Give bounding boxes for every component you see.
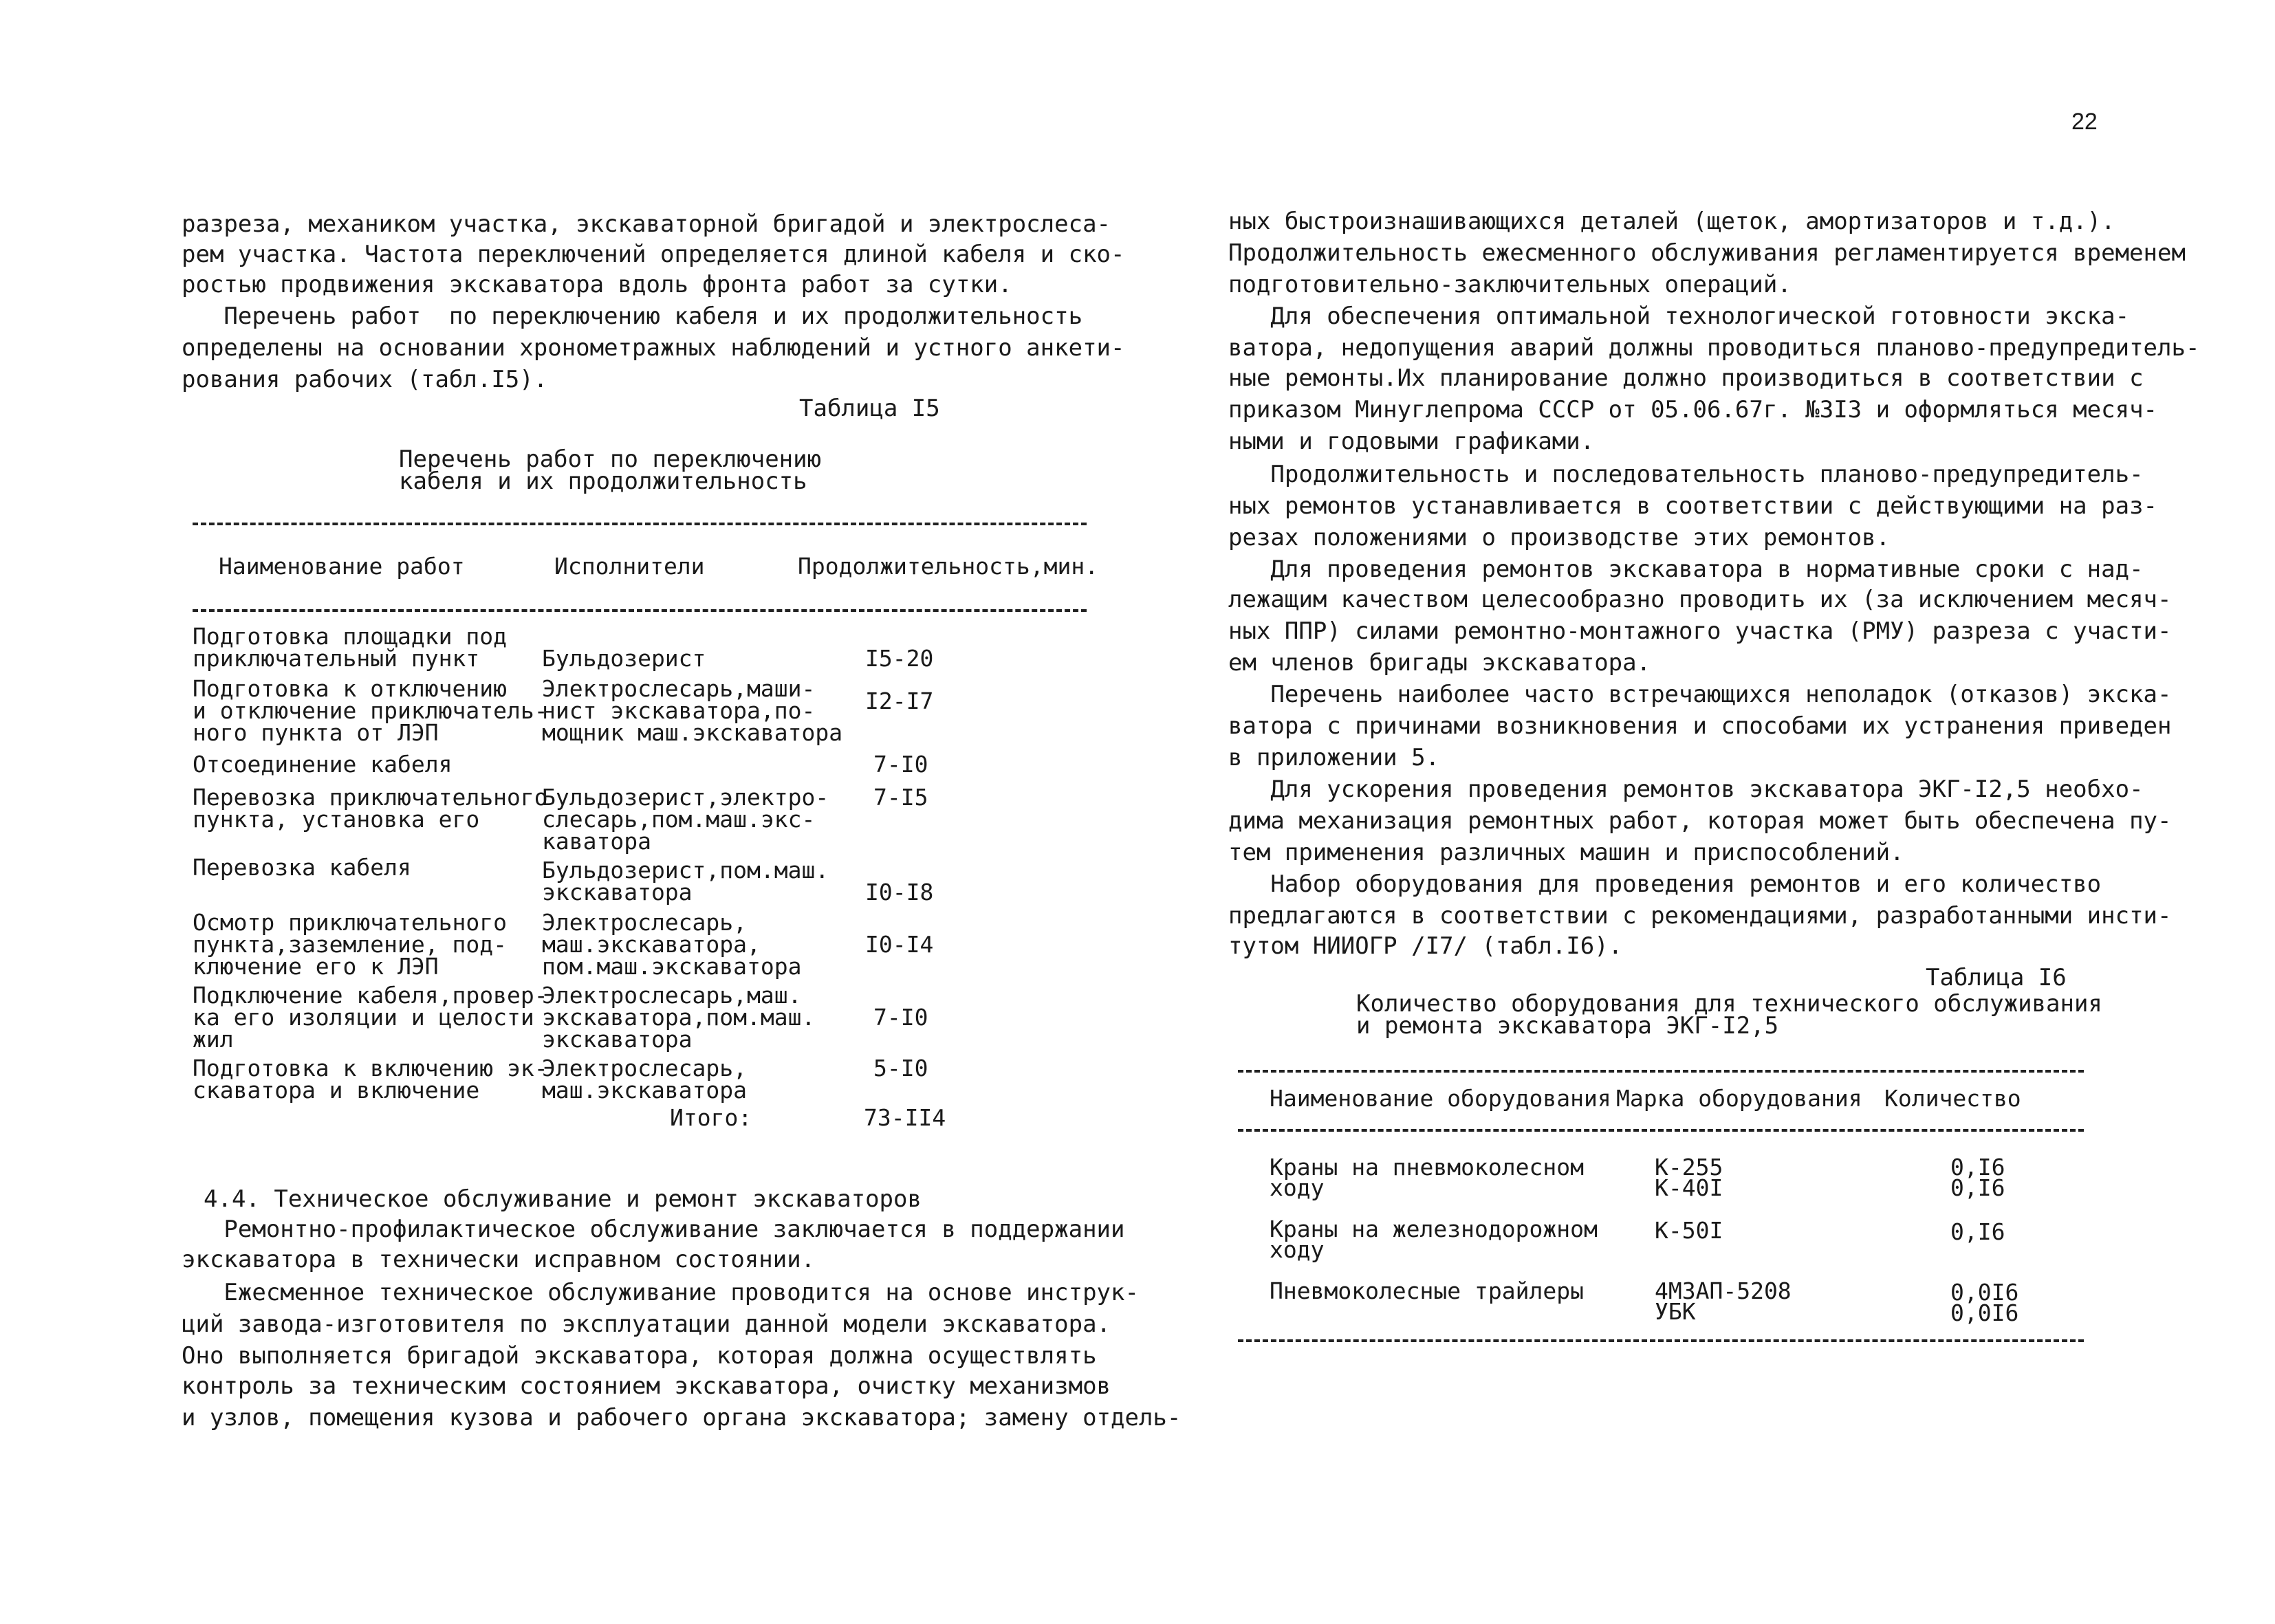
table15-cell-name: Подготовка к включению эк- (193, 1055, 548, 1082)
table15-cell-performers: Электрослесарь, (542, 909, 748, 936)
table15-cell-performers: пом.маш.экскаватора (542, 953, 802, 980)
left-paragraph-2-line: определены на основании хронометражных наблюдений и устного анкети- (182, 334, 1125, 362)
table15-cell-performers: Бульдозерист,пом.маш. (542, 857, 829, 884)
right-paragraph-3-line: Продолжительность и последовательность планово-предупредитель- (1228, 461, 2144, 488)
table16-cell-quantity: 0,I6 (1950, 1174, 2005, 1201)
table15-cell-name: Перевозка приключательного (193, 784, 548, 811)
table15-cell-performers: мощник маш.экскаватора (542, 719, 843, 746)
left-paragraph-4-line: и узлов, помещения кузова и рабочего органа экскаватора; замену отдель- (182, 1404, 1182, 1431)
left-paragraph-2-line: рования рабочих (табл.I5). (182, 366, 548, 393)
table15-cell-name: ключение его к ЛЭП (193, 953, 439, 980)
left-paragraph-3-line: Ремонтно-профилактическое обслуживание заключается в поддержании (182, 1216, 1125, 1243)
left-paragraph-4-line: контроль за техническим состоянием экскаватора, очистку механизмов (182, 1372, 1111, 1400)
left-paragraph-2-line: Перечень работ по переключению кабеля и их продолжительность (182, 303, 1083, 330)
table15-cell-performers: экскаватора (542, 1026, 693, 1053)
right-paragraph-5-line: ватора с причинами возникновения и способами их устранения приведен (1228, 712, 2172, 740)
table15-cell-performers: Электрослесарь,маши- (542, 675, 816, 702)
table15-cell-performers: каватора (542, 828, 651, 855)
right-paragraph-2-line: ные ремонты.Их планирование должно производиться в соответствии с (1228, 364, 2144, 392)
table16-title: и ремонта экскаватора ЭКГ-I2,5 (1356, 1012, 1779, 1040)
table15-cell-name: Отсоединение кабеля (193, 751, 453, 778)
left-paragraph-1-line: разреза, механиком участка, экскаваторной бригадой и электрослеса- (182, 210, 1111, 238)
right-paragraph-7-line: тутом НИИОГР /I7/ (табл.I6). (1228, 932, 1623, 960)
table15-cell-name: Осмотр приключательного (193, 909, 507, 936)
table15-label: Таблица I5 (799, 395, 940, 422)
table16-cell-brand: 4МЗАП-5208 (1655, 1277, 1792, 1304)
table16-cell-quantity: 0,I6 (1950, 1154, 2005, 1181)
right-paragraph-4-line: лежащим качеством целесообразно проводить их (за исключением месяч- (1228, 586, 2172, 613)
left-paragraph-1-line: рем участка. Частота переключений определяется длиной кабеля и ско- (182, 241, 1125, 268)
table16-cell-quantity: 0,0I6 (1950, 1299, 2019, 1326)
left-paragraph-4-line: Ежесменное техническое обслуживание проводится на основе инструк- (182, 1279, 1139, 1306)
left-paragraph-3-line: экскаватора в технически исправном состоянии. (182, 1246, 816, 1273)
table15-top-rule (193, 523, 1087, 525)
right-paragraph-1-line: ных быстроизнашивающихся деталей (щеток, амортизаторов и т.д.). (1228, 208, 2115, 235)
table15-cell-name: приключательный пункт (193, 645, 480, 672)
table15-title: кабеля и их продолжительность (399, 468, 807, 495)
table16-cell-quantity: 0,I6 (1950, 1218, 2005, 1245)
table15-cell-performers: Электрослесарь, (542, 1055, 748, 1082)
table15-title: Перечень работ по переключению (399, 446, 822, 473)
table15-total-label: Итого: (670, 1104, 752, 1131)
table15-cell-duration: 7-I0 (873, 751, 928, 778)
table15-header-rule (193, 609, 1087, 612)
table16-cell-quantity: 0,0I6 (1950, 1279, 2019, 1306)
right-paragraph-4-line: Для проведения ремонтов экскаватора в нормативные сроки с над- (1228, 556, 2144, 583)
table16-header-rule (1238, 1129, 2084, 1132)
right-paragraph-5-line: в приложении 5. (1228, 744, 1440, 771)
table15-cell-name: ного пункта от ЛЭП (193, 719, 439, 746)
right-paragraph-1-line: Продолжительность ежесменного обслуживания регламентируется временем (1228, 239, 2186, 267)
right-paragraph-3-line: ных ремонтов устанавливается в соответствии с действующими на раз- (1228, 492, 2158, 520)
table15-cell-name: Подключение кабеля,провер- (193, 982, 548, 1009)
table15-cell-name: Подготовка площадки под (193, 623, 507, 650)
right-paragraph-2-line: ватора, недопущения аварий должны проводиться планово-предупредитель- (1228, 334, 2200, 362)
right-paragraph-6-line: тем применения различных машин и приспособлений. (1228, 839, 1904, 866)
table15-cell-duration: I0-I8 (865, 879, 934, 906)
table16-cell-name: Краны на пневмоколесном (1270, 1154, 1584, 1181)
right-paragraph-4-line: ем членов бригады экскаватора. (1228, 649, 1651, 677)
table16-cell-name: Краны на железнодорожном (1270, 1216, 1598, 1242)
table15-cell-name: пункта,заземление, под- (193, 931, 507, 958)
table15-cell-performers: Электрослесарь,маш. (542, 982, 802, 1009)
table16-cell-name: Пневмоколесные трайлеры (1270, 1277, 1584, 1304)
table15-cell-performers: маш.экскаватора (542, 1077, 748, 1104)
table16-title: Количество оборудования для технического обслуживания (1356, 990, 2102, 1018)
table15-cell-name: жил (193, 1026, 234, 1053)
right-paragraph-4-line: ных ППР) силами ремонтно-монтажного участка (РМУ) разреза с участи- (1228, 617, 2172, 645)
table15-cell-name: и отключение приключатель- (193, 697, 548, 724)
right-paragraph-7-line: предлагаются в соответствии с рекомендациями, разработанными инсти- (1228, 902, 2172, 930)
table16-cell-brand: К-50I (1655, 1217, 1723, 1244)
table16-label: Таблица I6 (1926, 964, 2067, 991)
left-paragraph-1-line: ростью продвижения экскаватора вдоль фронта работ за сутки. (182, 271, 1012, 298)
right-paragraph-5-line: Перечень наиболее часто встречающихся неполадок (отказов) экска- (1228, 681, 2172, 708)
table15-cell-duration: I2-I7 (865, 688, 934, 714)
table15-header-performers: Исполнители (554, 553, 705, 580)
right-paragraph-2-line: Для обеспечения оптимальной технологической готовности экска- (1228, 303, 2130, 330)
table16-header-brand: Марка оборудования (1616, 1085, 1862, 1112)
table16-bottom-rule (1238, 1339, 2084, 1342)
table15-cell-performers: Бульдозерист,электро- (542, 784, 829, 811)
table15-total-value: 73-II4 (864, 1104, 946, 1131)
page-number: 22 (2071, 109, 2098, 135)
table16-cell-brand: К-40I (1655, 1174, 1723, 1201)
table15-header-name: Наименование работ (219, 553, 465, 580)
table15-cell-name: пункта, установка его (193, 806, 480, 833)
table16-cell-name: ходу (1270, 1174, 1325, 1201)
table15-cell-performers: Бульдозерист (542, 645, 706, 672)
table15-header-duration: Продолжительность,мин. (798, 553, 1099, 580)
right-paragraph-2-line: ными и годовыми графиками. (1228, 428, 1595, 455)
table15-cell-performers: нист экскаватора,по- (542, 697, 816, 724)
table16-top-rule (1238, 1070, 2084, 1073)
right-paragraph-3-line: резах положениями о производстве этих ремонтов. (1228, 524, 1891, 551)
table15-cell-performers: экскаватора (542, 879, 693, 906)
right-paragraph-1-line: подготовительно-заключительных операций. (1228, 271, 1792, 298)
section-heading: 4.4. Техническое обслуживание и ремонт экскаваторов (204, 1185, 922, 1213)
table15-cell-duration: I5-20 (865, 645, 934, 672)
right-paragraph-2-line: приказом Минуглепрома СССР от 05.06.67г. №3I3 и оформляться месяч- (1228, 396, 2158, 424)
table15-cell-name: Перевозка кабеля (193, 854, 411, 881)
table15-cell-name: Подготовка к отключению (193, 675, 507, 702)
table16-cell-name: ходу (1270, 1236, 1325, 1263)
left-paragraph-4-line: Оно выполняется бригадой экскаватора, которая должна осуществлять (182, 1342, 1097, 1370)
table15-cell-duration: 7-I0 (873, 1004, 928, 1031)
table16-header-quantity: Количество (1884, 1085, 2021, 1112)
table15-cell-performers: экскаватора,пом.маш. (542, 1004, 816, 1031)
table15-cell-duration: I0-I4 (865, 931, 934, 958)
table16-cell-brand: УБК (1655, 1298, 1696, 1325)
right-paragraph-6-line: дима механизация ремонтных работ, которая может быть обеспечена пу- (1228, 807, 2172, 835)
table15-cell-name: скаватора и включение (193, 1077, 480, 1104)
right-paragraph-7-line: Набор оборудования для проведения ремонтов и его количество (1228, 870, 2102, 898)
table15-cell-name: ка его изоляции и целости (193, 1004, 534, 1031)
table15-cell-duration: 5-I0 (873, 1055, 928, 1082)
table16-cell-brand: К-255 (1655, 1154, 1723, 1181)
right-paragraph-6-line: Для ускорения проведения ремонтов экскаватора ЭКГ-I2,5 необхо- (1228, 776, 2144, 803)
left-paragraph-4-line: ций завода-изготовителя по эксплуатации данной модели экскаватора. (182, 1310, 1111, 1338)
table15-cell-performers: маш.экскаватора, (542, 931, 761, 958)
table15-cell-performers: слесарь,пом.маш.экс- (542, 806, 816, 833)
table16-header-name: Наименование оборудования (1270, 1085, 1611, 1112)
table15-cell-duration: 7-I5 (873, 784, 928, 811)
